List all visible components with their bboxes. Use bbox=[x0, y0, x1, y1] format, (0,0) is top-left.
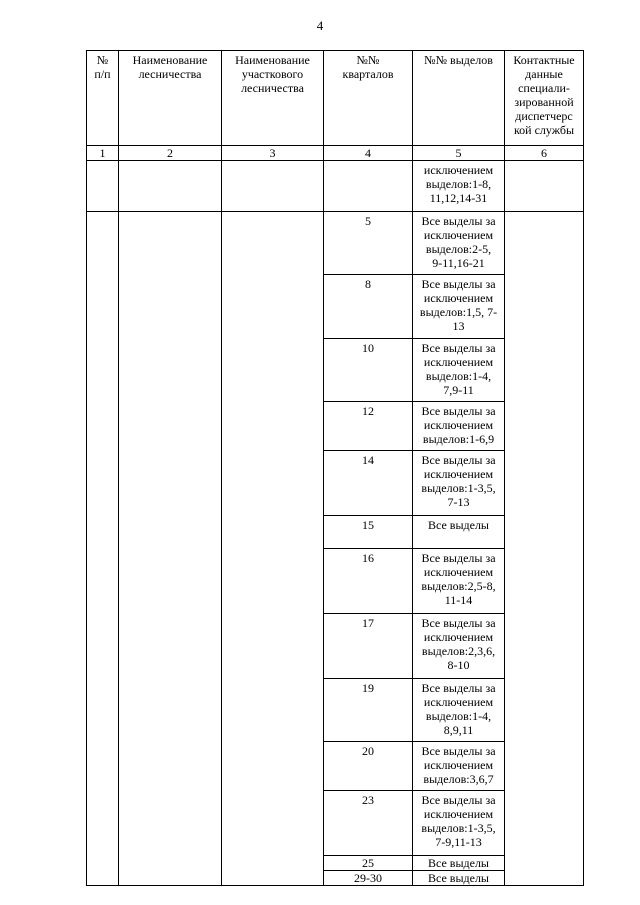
selections-cell: Все выделы за исключением выделов:1-4, 8,9,11 bbox=[413, 679, 505, 742]
forestry-table bbox=[86, 50, 584, 886]
header-row bbox=[87, 51, 584, 146]
header-cell-selections: №№ выделов bbox=[413, 51, 505, 146]
empty-cell-district bbox=[222, 212, 324, 886]
table-row bbox=[87, 212, 584, 275]
selections-cell: Все выделы за исключением выделов:1-3,5, 7-9,11-13 bbox=[413, 791, 505, 856]
empty-cell bbox=[324, 161, 413, 212]
selections-cell: Все выделы за исключением выделов:1-3,5, 7-13 bbox=[413, 451, 505, 516]
empty-cell-contacts bbox=[505, 212, 584, 886]
empty-cell bbox=[119, 161, 222, 212]
quarter-cell: 16 bbox=[324, 549, 413, 614]
selections-cell: Все выделы за исключением выделов:1-4, 7,9-11 bbox=[413, 339, 505, 402]
column-number: 4 bbox=[324, 146, 413, 161]
quarter-cell: 5 bbox=[324, 212, 413, 275]
quarter-cell: 10 bbox=[324, 339, 413, 402]
selections-cell: Все выделы bbox=[413, 871, 505, 886]
quarter-cell: 19 bbox=[324, 679, 413, 742]
selections-cell: Все выделы за исключением выделов:2,3,6, 8-10 bbox=[413, 614, 505, 679]
selections-cell: Все выделы bbox=[413, 516, 505, 549]
quarter-cell: 15 bbox=[324, 516, 413, 549]
header-cell-quarters: №№ кварталов bbox=[324, 51, 413, 146]
selections-cell: Все выделы за исключением выделов:1,5, 7- 13 bbox=[413, 275, 505, 339]
selections-cell: исключением выделов:1-8, 11,12,14-31 bbox=[413, 161, 505, 212]
header-cell-contacts: Контактные данные специали- зированной диспетчерс кой службы bbox=[505, 51, 584, 146]
column-number: 3 bbox=[222, 146, 324, 161]
empty-cell bbox=[222, 161, 324, 212]
quarter-cell: 23 bbox=[324, 791, 413, 856]
column-number: 5 bbox=[413, 146, 505, 161]
column-number: 2 bbox=[119, 146, 222, 161]
empty-cell-number bbox=[87, 212, 119, 886]
quarter-cell: 29-30 bbox=[324, 871, 413, 886]
quarter-cell: 14 bbox=[324, 451, 413, 516]
selections-cell: Все выделы bbox=[413, 856, 505, 871]
column-number: 1 bbox=[87, 146, 119, 161]
selections-cell: Все выделы за исключением выделов:2,5-8, 11-14 bbox=[413, 549, 505, 614]
quarter-cell: 17 bbox=[324, 614, 413, 679]
empty-cell bbox=[87, 161, 119, 212]
column-number-row bbox=[87, 146, 584, 161]
empty-cell bbox=[505, 161, 584, 212]
selections-cell: Все выделы за исключением выделов:2-5, 9-11,16-21 bbox=[413, 212, 505, 275]
header-cell-district-forestry: Наименование участкового лесничества bbox=[222, 51, 324, 146]
header-cell-number: № п/п bbox=[87, 51, 119, 146]
selections-cell: Все выделы за исключением выделов:3,6,7 bbox=[413, 742, 505, 791]
quarter-cell: 8 bbox=[324, 275, 413, 339]
selections-cell: Все выделы за исключением выделов:1-6,9 bbox=[413, 402, 505, 451]
continuation-row bbox=[87, 161, 584, 212]
column-number: 6 bbox=[505, 146, 584, 161]
page-number: 4 bbox=[316, 18, 324, 33]
quarter-cell: 12 bbox=[324, 402, 413, 451]
quarter-cell: 20 bbox=[324, 742, 413, 791]
empty-cell-forestry bbox=[119, 212, 222, 886]
quarter-cell: 25 bbox=[324, 856, 413, 871]
header-cell-forestry: Наименование лесничества bbox=[119, 51, 222, 146]
